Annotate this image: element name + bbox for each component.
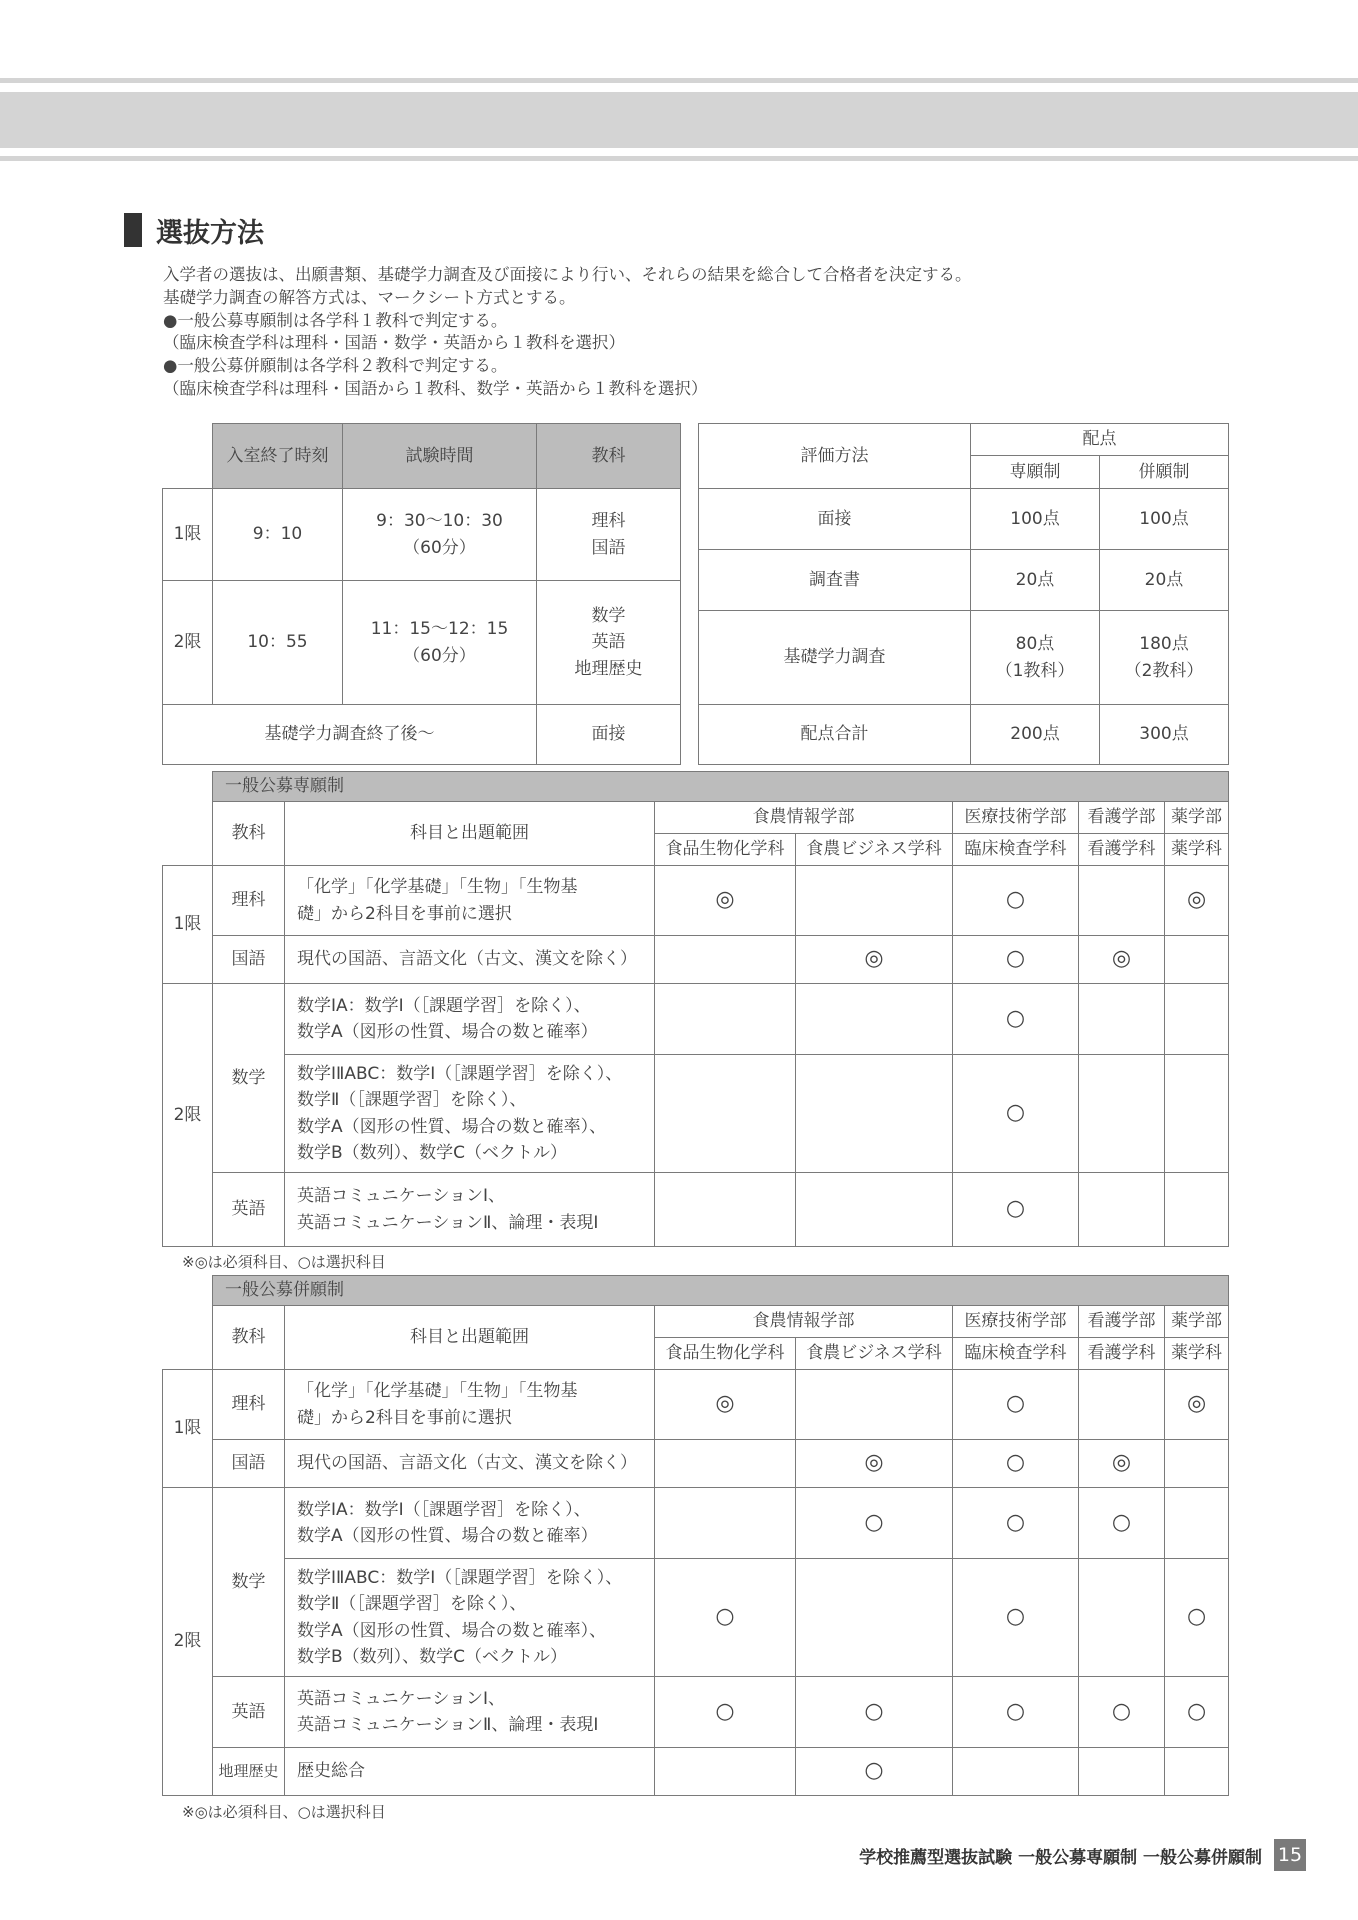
interview-subject-cell: 面接: [537, 705, 681, 765]
header-range: 科目と出題範囲: [285, 802, 655, 866]
heigan-subject-table: 一般公募併願制 教科 科目と出題範囲 食農情報学部 医療技術学部 看護学部 薬学部 食品生物化学科 食農ビジネス学科 臨床検査学科 看護学科 薬学科 1限 理科 「化学」「化学基礎」「生物」「生物基 礎」から2科目を事前に選択 ◎ ○ ◎ 国語 現代の国語、言語文化（古文、漢文を除く） ◎ ○ ◎ 2限 数学 数学ⅠA：数学Ⅰ（［課題学習］を除く）、 数学A（図形の性質、場合の数と確率） ○ ○ ○ 数学ⅠⅡABC：数学Ⅰ（［課題学習］を除く）、 数学Ⅱ（［課題学習］を除く）、 数学A（図形の性質、場合の数と確率）、 数学B（数列）、数学C（ベクトル） ○ ○ ○ 英語 英語コミュニケーションⅠ、 英語コミュニケーションⅡ、論理・表現Ⅰ ○ ○ ○ ○ ○ 地理歴史 歴史総合 ○: [162, 1275, 1229, 1796]
period-cell: 2限: [163, 581, 213, 705]
period-cell: 1限: [163, 489, 213, 581]
table-title: 一般公募専願制: [213, 772, 1229, 802]
table-row: 英語 英語コミュニケーションⅠ、 英語コミュニケーションⅡ、論理・表現Ⅰ ○ ○ ○ ○ ○: [163, 1677, 1229, 1748]
table-row: 2限 数学 数学ⅠA：数学Ⅰ（［課題学習］を除く）、 数学A（図形の性質、場合の数と確率） ○: [163, 984, 1229, 1055]
table-row: 地理歴史 歴史総合 ○: [163, 1748, 1229, 1796]
period-cell: 2限: [163, 984, 213, 1247]
table-row: 国語 現代の国語、言語文化（古文、漢文を除く） ◎ ○ ◎: [163, 936, 1229, 984]
header-band: [0, 92, 1358, 148]
intro-line: ●一般公募併願制は各学科２教科で判定する。: [163, 356, 508, 376]
legend-note: ※◎は必須科目、○は選択科目: [182, 1803, 386, 1821]
table-row: 配点合計 200点 300点: [699, 705, 1229, 765]
table-row: 2限 数学 数学ⅠA：数学Ⅰ（［課題学習］を除く）、 数学A（図形の性質、場合の数と確率） ○ ○ ○: [163, 1488, 1229, 1559]
page-number: 15: [1274, 1839, 1306, 1871]
header-band-line-bottom: [0, 156, 1358, 161]
header-subject: 教科: [213, 1306, 285, 1370]
table-row: 1限 理科 「化学」「化学基礎」「生物」「生物基 礎」から2科目を事前に選択 ◎ ○ ◎: [163, 866, 1229, 936]
exam-time-cell: 11：15〜12：15 （60分）: [343, 581, 537, 705]
section-heading: [124, 212, 264, 248]
heading-bar: [124, 213, 142, 247]
intro-text: [163, 264, 1263, 401]
table-row: [163, 581, 681, 705]
page-footer: [859, 1839, 1306, 1871]
header-range: 科目と出題範囲: [285, 1306, 655, 1370]
intro-line: 基礎学力調査の解答方式は、マークシート方式とする。: [163, 287, 576, 307]
intro-line: （臨床検査学科は理科・国語から１教科、数学・英語から１教科を選択）: [163, 378, 708, 398]
header-band-line-top: [0, 78, 1358, 83]
table-title: 一般公募併願制: [213, 1276, 1229, 1306]
header-exam-time: 試験時間: [343, 424, 537, 489]
intro-line: （臨床検査学科は理科・国語・数学・英語から１教科を選択）: [163, 333, 625, 353]
legend-note: ※◎は必須科目、○は選択科目: [182, 1253, 386, 1271]
table-row: 英語 英語コミュニケーションⅠ、 英語コミュニケーションⅡ、論理・表現Ⅰ ○: [163, 1173, 1229, 1247]
header-entry-time: 入室終了時刻: [213, 424, 343, 489]
entry-time-cell: 10：55: [213, 581, 343, 705]
schedule-table: [162, 423, 681, 765]
period-cell: 2限: [163, 1488, 213, 1796]
scores-table: [698, 423, 1229, 765]
exam-time-cell: 9：30〜10：30 （60分）: [343, 489, 537, 581]
header-sengan: 専願制: [971, 456, 1100, 489]
header-heigan: 併願制: [1100, 456, 1229, 489]
table-row: [163, 489, 681, 581]
header-subject: 教科: [213, 802, 285, 866]
table-row: 調査書 20点 20点: [699, 550, 1229, 611]
table-row: [163, 705, 681, 765]
header-method: 評価方法: [699, 424, 971, 489]
table-row: 数学ⅠⅡABC：数学Ⅰ（［課題学習］を除く）、 数学Ⅱ（［課題学習］を除く）、 数学A（図形の性質、場合の数と確率）、 数学B（数列）、数学C（ベクトル） ○: [163, 1055, 1229, 1173]
entry-time-cell: 9：10: [213, 489, 343, 581]
intro-line: ●一般公募専願制は各学科１教科で判定する。: [163, 310, 508, 330]
table-row: 数学ⅠⅡABC：数学Ⅰ（［課題学習］を除く）、 数学Ⅱ（［課題学習］を除く）、 数学A（図形の性質、場合の数と確率）、 数学B（数列）、数学C（ベクトル） ○ ○ ○: [163, 1559, 1229, 1677]
table-row: 面接 100点 100点: [699, 489, 1229, 550]
table-row: 基礎学力調査 80点 （1教科） 180点 （2教科）: [699, 611, 1229, 705]
footer-title: 学校推薦型選抜試験 一般公募専願制 一般公募併願制: [859, 1847, 1262, 1868]
interview-timing-cell: 基礎学力調査終了後〜: [163, 705, 537, 765]
table-row: 国語 現代の国語、言語文化（古文、漢文を除く） ◎ ○ ◎: [163, 1440, 1229, 1488]
table-row: 1限 理科 「化学」「化学基礎」「生物」「生物基 礎」から2科目を事前に選択 ◎ ○ ◎: [163, 1370, 1229, 1440]
period-cell: 1限: [163, 1370, 213, 1488]
section-title: 選抜方法: [156, 217, 264, 249]
subjects-cell: 数学 英語 地理歴史: [537, 581, 681, 705]
header-points: 配点: [971, 424, 1229, 456]
intro-line: 入学者の選抜は、出願書類、基礎学力調査及び面接により行い、それらの結果を総合して合格者を決定する。: [163, 265, 972, 284]
sengan-subject-table: 一般公募専願制 教科 科目と出題範囲 食農情報学部 医療技術学部 看護学部 薬学部 食品生物化学科 食農ビジネス学科 臨床検査学科 看護学科 薬学科 1限 理科 「化学」「化学基礎」「生物」「生物基 礎」から2科目を事前に選択 ◎ ○ ◎ 国語 現代の国語、言語文化（古文、漢文を除く） ◎ ○ ◎ 2限 数学 数学ⅠA：数学Ⅰ（［課題学習］を除く）、 数学A（図形の性質、場合の数と確率） ○ 数学ⅠⅡABC：数学Ⅰ（［課題学習］を除く）、 数学Ⅱ（［課題学習］を除く）、 数学A（図形の性質、場合の数と確率）、 数学B（数列）、数学C（ベクトル） ○ 英語 英語コミュニケーションⅠ、 英語コミュニケーションⅡ、論理・表現Ⅰ ○: [162, 771, 1229, 1247]
subjects-cell: 理科 国語: [537, 489, 681, 581]
period-cell: 1限: [163, 866, 213, 984]
header-subject: 教科: [537, 424, 681, 489]
